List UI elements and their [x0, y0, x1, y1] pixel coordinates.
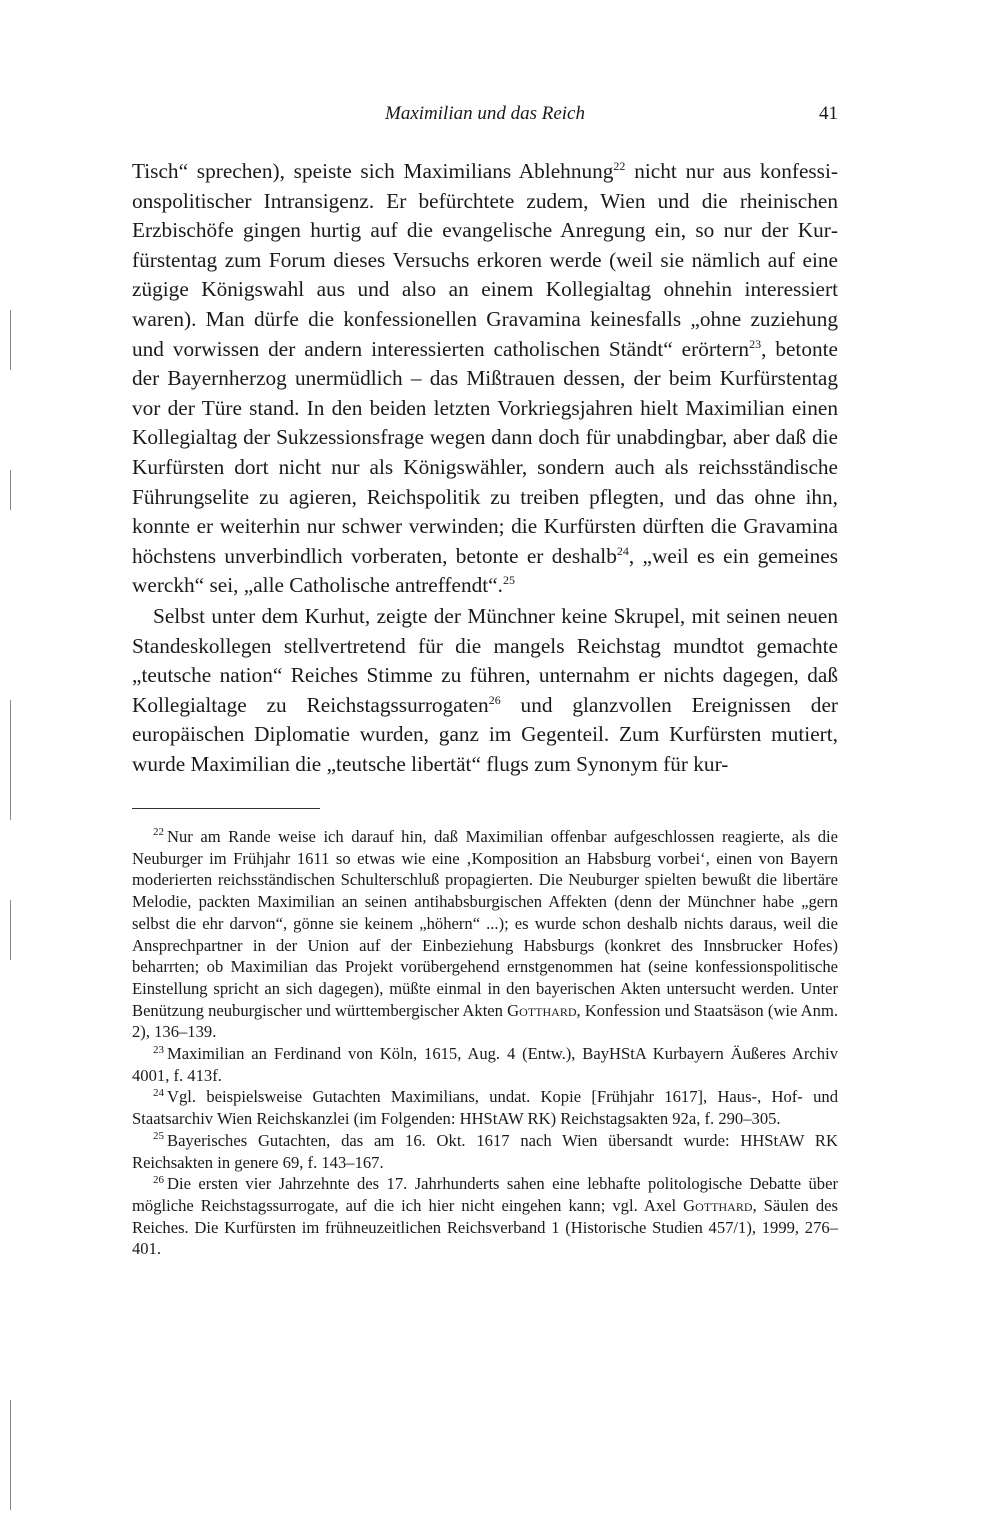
paragraph-2: Selbst unter dem Kurhut, zeigte der Münchner keine Skrupel, mit seinen neuen Standeskollegen stellvertretend für die mangels Reichstag mundtot gemachte „teutsche nation“ Reiches Stimme zu führen, unternahm er nichts dagegen, daß Kollegialtage zu Reichstagssurrogaten$^{26}$ und glanzvollen Ereignissen der europäischen Diplomatie wurden, ganz im Gegenteil. Zum Kurfürsten mutiert, wurde Maximilian die „teutsche libertät“ flugs zum Synonym für kur- [132, 603, 838, 776]
footnote-ref-22[interactable]: 22 [613, 158, 626, 173]
footnote-24: $^{24}$ Vgl. beispielsweise Gutachten Maximilians, undat. Kopie [Frühjahr 1617], Haus-, Hof- und Staatsarchiv Wien Reichskanzlei (im Folgenden: HHStAW RK) Reichstagsakten 92a, f. 290–305. [132, 1086, 838, 1129]
footnotes [132, 826, 838, 1260]
footnote-ref-23[interactable]: 23 [749, 336, 762, 351]
page-header [132, 103, 838, 133]
page-number: 41 [819, 103, 838, 124]
footnote-26: $^{26}$ Die ersten vier Jahrzehnte des 17. Jahrhunderts sahen eine lebhafte politologische Debatte über mögliche Reichstagssurrogate, auf die ich hier nicht eingehen kann; vgl. Axel Gotthard, Säulen des Reiches. Die Kurfürsten im frühneuzeitlichen Reichsverband 1 (Historische Studien 457/1), 1999, 276–401. [132, 1173, 839, 1259]
footnote-number: 25 [153, 1130, 164, 1143]
footnote-ref-24[interactable]: 24 [616, 543, 629, 558]
footnote-23: $^{23}$ Maximilian an Ferdinand von Köln, 1615, Aug. 4 (Entw.), BayHStA Kurbayern Äußeres Archiv 4001, f. 413f. [132, 1043, 838, 1085]
footnote-ref-25[interactable]: 25 [502, 573, 515, 588]
footnote-22: $^{22}$ Nur am Rande weise ich darauf hin, daß Maximilian offenbar aufgeschlossen reagierte, als die Neuburger im Frühjahr 1611 so etwas wie eine ‚Komposition an Habsburg vorbei‘, einen von Bayern moderierten reichsständischen Schulterschluß propagierten. Die Neuburger spielten bewußt die libertäre Melodie, packten Maximilian an seinen antihabsburgischen Affekten (denn der Münchner habe „gern selbst die ehr darvon“, gönne sie keinem „höhern“ ...); es wurde schon deshalb nichts daraus, weil die Ansprechpartner in der Union auf der Einbeziehung Habsburgs (konkret des Innsbrucker Hofes) beharrten; ob Maximilian das Projekt vorübergehend ernstgenommen hat (seine konfessionspolitische Einstellung spricht an sich dagegen), müßte einmal in den bayerischen Akten untersucht werden. Unter Benützung neuburgischer und württembergischer Akten Gotthard, Konfession und Staatsäson (wie Anm. 2), 136–139. [132, 826, 839, 1042]
scan-margin-marks [0, 0, 20, 1518]
author-name: Gotthard [507, 1000, 577, 1020]
footnote-ref-26[interactable]: 26 [488, 692, 501, 707]
footnote-number: 23 [153, 1043, 164, 1056]
footnote-number: 26 [153, 1173, 164, 1186]
footnote-separator [132, 808, 320, 809]
running-title: Maximilian und das Reich [385, 103, 585, 124]
footnote-number: 24 [153, 1086, 164, 1099]
paragraph-1: Tisch“ sprechen), speiste sich Maximilians Ablehnung$^{22}$ nicht nur aus konfessionspolitischer Intransigenz. Er befürchtete zudem, Wien und die rheinischen Erzbischöfe gingen hurtig auf die evangelische Anregung ein, so nur der Kurfürstentag zum Forum dieses Versuchs erkoren werde (weil sie nämlich auf eine zügige Königswahl aus und also an einem Kollegialtag ohnehin interessiert waren). Man dürfe die konfessionellen Gravamina keinesfalls „ohne zuziehung und vorwissen der andern interessierten catholischen Ständt“ erörtern$^{23}$, betonte der Bayernherzog unermüdlich – das Mißtrauen dessen, der beim Kurfürstentag vor der Türe stand. In den beiden letzten Vorkriegsjahren hielt Maximilian einen Kollegialtag der Sukzessionsfrage wegen dann doch für unabdingbar, aber daß die Kurfürsten dort nicht nur als Königswähler, sondern auch als reichsständische Führungselite zu agieren, Reichspolitik zu treiben pflegten, und das ohne ihn, konnte er weiterhin nur schwer verwinden; die Kurfürsten dürften die Gravamina höchstens unverbindlich vorberaten, betonte er deshalb$^{24}$, „weil es ein gemeines werckh“ sei, „alle Catholische antreffendt“.$^{25}$ [132, 158, 838, 598]
footnote-25: $^{25}$ Bayerisches Gutachten, das am 16. Okt. 1617 nach Wien übersandt wurde: HHStAW RK Reichsakten in genere 69, f. 143–167. [132, 1130, 838, 1172]
footnote-number: 22 [153, 826, 164, 839]
main-text [132, 157, 838, 779]
author-name: Gotthard [683, 1195, 753, 1215]
